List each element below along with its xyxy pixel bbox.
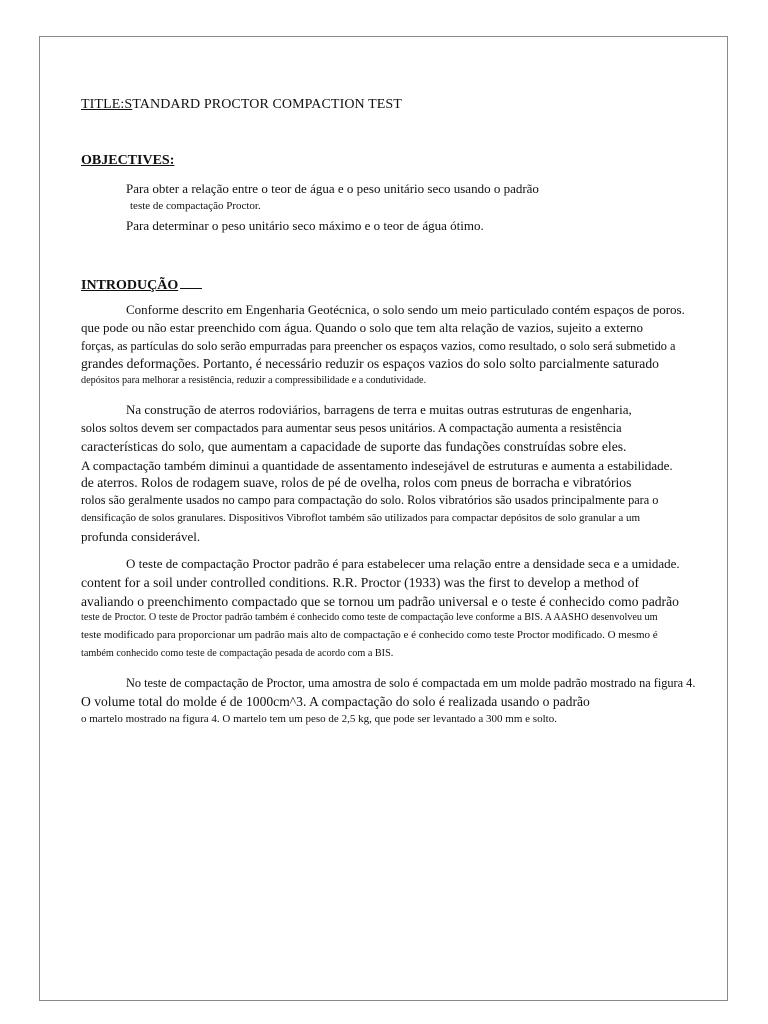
p3-line: também conhecido como teste de compactação pesada de acordo com a BIS. [81, 648, 394, 659]
document-title [81, 98, 402, 112]
p1-line: que pode ou não estar preenchido com água. Quando o solo que tem alta relação de vazios, sujeito a externo [81, 320, 644, 335]
objective-item-2 [108, 219, 484, 232]
p2-line: densificação de solos granulares. Dispositivos Vibroflot também são utilizados para compactar depósitos de solo granular a um [81, 512, 641, 524]
objective-item-1 [108, 182, 539, 195]
p4-line: No teste de compactação de Proctor, uma amostra de solo é compactada em um molde padrão mostrado na figura 4. [126, 676, 696, 690]
p2-line: A compactação também diminui a quantidade de assentamento indesejável de estruturas e aumenta a estabilidade. [81, 458, 673, 473]
introduction-heading-text: INTRODUÇÃO [81, 278, 179, 293]
objective-item-2-text: Para determinar o peso unitário seco máximo e o teor de água ótimo. [126, 218, 484, 233]
p2-line: rolos são geralmente usados no campo para compactação do solo. Rolos vibratórios são usados principalmente para o [81, 493, 659, 507]
p3-line: O teste de compactação Proctor padrão é para estabelecer uma relação entre a densidade seca e a umidade. [126, 556, 680, 571]
p1-line: depósitos para melhorar a resistência, reduzir a compressibilidade e a condutividade. [81, 375, 427, 386]
p4-line: O volume total do molde é de 1000cm^3. A compactação do solo é realizada usando o padrão [81, 694, 590, 709]
p3-line: teste modificado para proporcionar um padrão mais alto de compactação e é conhecido como teste Proctor modificado. O mesmo é [81, 629, 658, 641]
introduction-heading [81, 276, 202, 293]
p2-line: Na construção de aterros rodoviários, barragens de terra e muitas outras estruturas de engenharia, [126, 402, 632, 417]
p1-line: forças, as partículas do solo serão empurradas para preencher os espaços vazios, como resultado, o solo será submetido a [81, 339, 676, 353]
heading-underline [180, 276, 202, 289]
p2-line: solos soltos devem ser compactados para aumentar seus pesos unitários. A compactação aumenta a resistência [81, 421, 622, 435]
p4-line: o martelo mostrado na figura 4. O martelo tem um peso de 2,5 kg, que pode ser levantado a 300 mm e solto. [81, 713, 557, 725]
p2-line: de aterros. Rolos de rodagem suave, rolos de pé de ovelha, rolos com pneus de borracha e vibratórios [81, 475, 632, 490]
p1-line: grandes deformações. Portanto, é necessário reduzir os espaços vazios do solo solto parcialmente saturado [81, 356, 659, 371]
title-label: TITLE:S [81, 97, 133, 112]
p1-line: Conforme descrito em Engenharia Geotécnica, o solo sendo um meio particulado contém espaços de poros. [126, 302, 685, 317]
objective-item-1-line-2: teste de compactação Proctor. [130, 200, 261, 212]
p3-line: teste de Proctor. O teste de Proctor padrão também é conhecido como teste de compactação leve conforme a BIS. A AASHO desenvolveu um [81, 612, 658, 623]
objectives-heading: OBJECTIVES: [81, 153, 175, 168]
p3-line: avaliando o preenchimento compactado que se tornou um padrão universal e o teste é conhecido como padrão [81, 594, 679, 609]
p3-line: content for a soil under controlled conditions. R.R. Proctor (1933) was the first to develop a method of [81, 575, 639, 590]
objective-item-1-line-1: Para obter a relação entre o teor de água e o peso unitário seco usando o padrão [126, 181, 539, 196]
p2-line: profunda considerável. [81, 529, 201, 544]
title-text: TANDARD PROCTOR COMPACTION TEST [132, 97, 402, 112]
p2-line: características do solo, que aumentam a capacidade de suporte das fundações construídas sobre eles. [81, 439, 627, 454]
